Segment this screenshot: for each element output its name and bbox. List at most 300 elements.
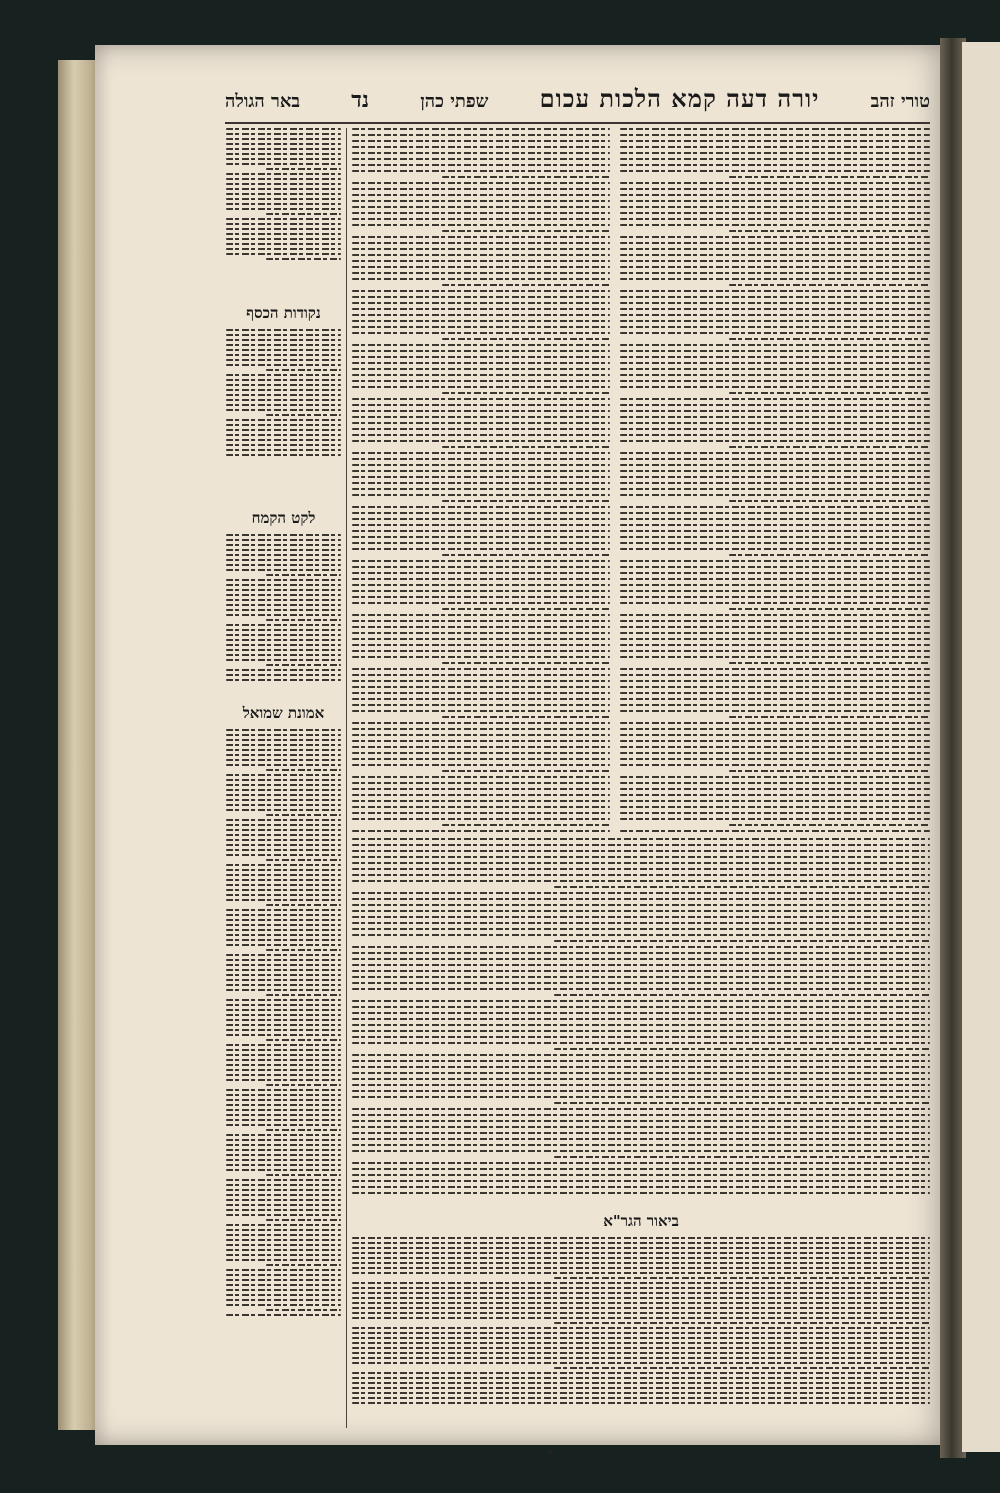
text-line <box>226 409 341 411</box>
text-line <box>352 1108 930 1110</box>
text-line <box>620 458 930 460</box>
text-line <box>352 1012 930 1014</box>
text-line <box>620 686 930 688</box>
text-line <box>620 482 930 484</box>
text-line <box>226 909 341 911</box>
text-line <box>352 302 610 304</box>
text-line <box>352 362 610 364</box>
text-line <box>352 182 610 184</box>
text-line <box>352 1317 930 1319</box>
text-line <box>352 698 610 700</box>
text-line <box>352 1162 930 1164</box>
text-line <box>352 518 610 520</box>
text-line <box>352 862 930 864</box>
text-line <box>226 979 341 981</box>
text-line <box>226 744 341 746</box>
text-line <box>620 740 930 742</box>
text-line <box>620 464 930 466</box>
text-line <box>352 320 610 322</box>
text-line <box>226 539 341 541</box>
text-line <box>352 928 930 930</box>
text-line <box>352 404 610 406</box>
text-line <box>729 608 931 610</box>
text-line <box>352 248 610 250</box>
text-line <box>620 626 930 628</box>
text-line <box>352 542 610 544</box>
text-line <box>266 1039 341 1041</box>
text-line <box>226 819 341 821</box>
text-line <box>352 164 610 166</box>
text-line <box>352 1237 930 1239</box>
text-line <box>226 449 341 451</box>
text-line <box>226 1124 341 1126</box>
text-line <box>352 1352 930 1354</box>
main-text <box>620 128 930 836</box>
text-line <box>226 198 341 200</box>
text-line <box>226 419 341 421</box>
text-line <box>352 1297 930 1299</box>
text-line <box>620 728 930 730</box>
text-line <box>729 446 931 448</box>
text-line <box>352 506 610 508</box>
text-line <box>620 302 930 304</box>
text-line <box>226 1144 341 1146</box>
text-line <box>266 1309 341 1311</box>
text-line <box>226 359 341 361</box>
text-line <box>226 849 341 851</box>
text-line <box>620 794 930 796</box>
text-line <box>226 193 341 195</box>
text-line <box>352 470 610 472</box>
text-line <box>226 1104 341 1106</box>
text-line <box>729 824 931 826</box>
text-line <box>352 422 610 424</box>
text-line <box>620 650 930 652</box>
text-line <box>226 1019 341 1021</box>
nekudot-section <box>226 300 341 459</box>
text-line <box>620 548 930 550</box>
text-line <box>620 602 930 604</box>
text-line <box>352 332 610 334</box>
text-line <box>620 746 930 748</box>
page-header <box>225 84 930 118</box>
text-line <box>352 1180 930 1182</box>
text-line <box>226 1274 341 1276</box>
text-line <box>352 356 610 358</box>
text-line <box>554 1367 930 1369</box>
text-line <box>226 569 341 571</box>
text-line <box>352 1168 930 1170</box>
text-line <box>620 704 930 706</box>
text-line <box>226 629 341 631</box>
text-line <box>352 830 610 832</box>
text-line <box>226 879 341 881</box>
text-line <box>352 1402 930 1404</box>
text-line <box>620 146 930 148</box>
beer-hagolah-text <box>226 128 341 263</box>
text-line <box>226 924 341 926</box>
text-line <box>226 759 341 761</box>
text-line <box>226 579 341 581</box>
text-line <box>352 764 610 766</box>
page-number: נד <box>351 87 369 113</box>
text-line <box>620 644 930 646</box>
text-line <box>226 1034 341 1036</box>
text-line <box>352 952 930 954</box>
text-line <box>729 770 931 772</box>
text-line <box>729 716 931 718</box>
text-line <box>352 1018 930 1020</box>
text-line <box>554 940 930 942</box>
text-line <box>226 218 341 220</box>
text-line <box>226 128 341 130</box>
text-line <box>352 916 930 918</box>
text-line <box>352 278 610 280</box>
text-line <box>226 183 341 185</box>
text-line <box>620 158 930 160</box>
text-line <box>620 758 930 760</box>
text-line <box>352 1247 930 1249</box>
text-line <box>352 1377 930 1379</box>
text-line <box>226 1259 341 1261</box>
text-line <box>226 874 341 876</box>
text-line <box>226 1069 341 1071</box>
text-line <box>226 444 341 446</box>
text-line <box>226 639 341 641</box>
text-line <box>352 1387 930 1389</box>
text-line <box>620 566 930 568</box>
text-line <box>226 854 341 856</box>
text-line <box>226 344 341 346</box>
text-line <box>352 602 610 604</box>
text-line <box>620 374 930 376</box>
text-line <box>352 668 610 670</box>
text-line <box>226 429 341 431</box>
text-line <box>226 1229 341 1231</box>
header-rule <box>225 122 930 124</box>
text-line <box>226 1184 341 1186</box>
text-line <box>226 248 341 250</box>
text-line <box>620 152 930 154</box>
text-line <box>226 869 341 871</box>
text-line <box>352 494 610 496</box>
text-line <box>352 800 610 802</box>
text-line <box>620 734 930 736</box>
text-line <box>226 384 341 386</box>
text-line <box>620 542 930 544</box>
text-line <box>226 1239 341 1241</box>
text-line <box>226 439 341 441</box>
text-line <box>226 1314 341 1316</box>
text-line <box>352 1144 930 1146</box>
text-line <box>554 886 930 888</box>
text-line <box>620 380 930 382</box>
text-line <box>554 1102 930 1104</box>
text-line <box>266 1264 341 1266</box>
text-line <box>620 410 930 412</box>
text-line <box>620 710 930 712</box>
text-line <box>729 176 931 178</box>
text-line <box>352 152 610 154</box>
text-line <box>226 1094 341 1096</box>
text-line <box>226 794 341 796</box>
text-line <box>620 818 930 820</box>
text-line <box>352 838 930 840</box>
text-line <box>352 752 610 754</box>
text-line <box>226 659 341 661</box>
text-line <box>352 988 930 990</box>
text-line <box>352 740 610 742</box>
text-line <box>226 934 341 936</box>
leket-section <box>226 505 341 684</box>
text-line <box>226 133 341 135</box>
text-line <box>352 218 610 220</box>
text-line <box>352 398 610 400</box>
text-line <box>226 334 341 336</box>
text-line <box>352 266 610 268</box>
text-line <box>226 834 341 836</box>
text-line <box>352 812 610 814</box>
text-line <box>352 482 610 484</box>
text-line <box>226 729 341 731</box>
text-line <box>352 1392 930 1394</box>
text-line <box>226 158 341 160</box>
text-line <box>729 338 931 340</box>
text-line <box>442 770 610 772</box>
text-line <box>352 686 610 688</box>
text-line <box>442 500 610 502</box>
text-line <box>352 188 610 190</box>
text-line <box>352 344 610 346</box>
text-line <box>352 704 610 706</box>
text-line <box>352 1150 930 1152</box>
text-line <box>620 788 930 790</box>
text-line <box>352 1342 930 1344</box>
text-line <box>352 386 610 388</box>
text-line <box>226 143 341 145</box>
text-line <box>226 1139 341 1141</box>
text-line <box>729 392 931 394</box>
text-line <box>352 1242 930 1244</box>
text-line <box>352 314 610 316</box>
text-line <box>266 619 341 621</box>
text-line <box>226 999 341 1001</box>
page-edges <box>58 60 98 1430</box>
text-line <box>226 1064 341 1066</box>
text-line <box>620 572 930 574</box>
text-line <box>620 320 930 322</box>
text-line <box>352 260 610 262</box>
text-line <box>226 1279 341 1281</box>
text-line <box>226 203 341 205</box>
text-line <box>620 434 930 436</box>
text-line <box>554 1048 930 1050</box>
text-line <box>226 779 341 781</box>
text-line <box>226 153 341 155</box>
next-page-edge <box>962 42 1000 1452</box>
text-line <box>620 476 930 478</box>
text-line <box>620 614 930 616</box>
text-line <box>352 512 610 514</box>
text-line <box>226 1074 341 1076</box>
text-line <box>226 864 341 866</box>
text-line <box>620 470 930 472</box>
text-line <box>352 746 610 748</box>
text-line <box>226 649 341 651</box>
text-line <box>226 238 341 240</box>
text-line <box>352 1302 930 1304</box>
text-line <box>352 1072 930 1074</box>
text-line <box>226 919 341 921</box>
text-line <box>352 958 930 960</box>
text-line <box>226 634 341 636</box>
text-line <box>226 1224 341 1226</box>
text-line <box>352 644 610 646</box>
text-line <box>226 1089 341 1091</box>
text-line <box>226 1024 341 1026</box>
text-line <box>352 1262 930 1264</box>
text-line <box>226 1054 341 1056</box>
text-line <box>352 850 930 852</box>
text-line <box>352 806 610 808</box>
text-line <box>620 200 930 202</box>
text-line <box>442 446 610 448</box>
text-line <box>226 1154 341 1156</box>
text-line <box>226 889 341 891</box>
text-line <box>266 258 341 260</box>
text-line <box>226 1049 341 1051</box>
text-line <box>620 800 930 802</box>
text-line <box>352 1347 930 1349</box>
text-line <box>729 554 931 556</box>
text-line <box>620 368 930 370</box>
text-line <box>352 1192 930 1194</box>
text-line <box>352 728 610 730</box>
text-line <box>226 839 341 841</box>
text-line <box>226 939 341 941</box>
text-line <box>226 899 341 901</box>
text-line <box>442 338 610 340</box>
text-line <box>226 404 341 406</box>
text-line <box>352 242 610 244</box>
text-line <box>226 138 341 140</box>
text-line <box>352 584 610 586</box>
text-line <box>620 428 930 430</box>
text-line <box>442 230 610 232</box>
text-line <box>442 608 610 610</box>
text-line <box>226 774 341 776</box>
text-line <box>226 804 341 806</box>
text-line <box>266 1084 341 1086</box>
text-line <box>620 254 930 256</box>
text-line <box>620 830 930 832</box>
text-line <box>554 1322 930 1324</box>
text-line <box>226 349 341 351</box>
text-line <box>226 148 341 150</box>
text-line <box>352 794 610 796</box>
text-line <box>226 1269 341 1271</box>
text-line <box>352 976 930 978</box>
text-line <box>620 344 930 346</box>
text-line <box>352 1327 930 1329</box>
header-shaptei-kohen: שפתי כהן <box>420 91 489 112</box>
text-line <box>226 954 341 956</box>
text-line <box>352 1337 930 1339</box>
text-line <box>620 494 930 496</box>
text-line <box>266 1129 341 1131</box>
text-line <box>620 422 930 424</box>
text-line <box>226 984 341 986</box>
text-line <box>352 548 610 550</box>
text-line <box>352 308 610 310</box>
text-line <box>729 230 931 232</box>
text-line <box>352 380 610 382</box>
text-line <box>352 632 610 634</box>
text-line <box>226 614 341 616</box>
text-line <box>352 1036 930 1038</box>
text-line <box>226 379 341 381</box>
text-line <box>226 454 341 456</box>
text-line <box>352 236 610 238</box>
text-line <box>226 1079 341 1081</box>
text-line <box>352 1090 930 1092</box>
text-line <box>352 1397 930 1399</box>
text-line <box>226 374 341 376</box>
footer-mark: * <box>548 1448 554 1462</box>
text-line <box>226 549 341 551</box>
turei-zahav-text <box>352 838 930 1198</box>
text-line <box>352 1006 930 1008</box>
text-line <box>352 1312 930 1314</box>
text-line <box>352 722 610 724</box>
text-line <box>352 734 610 736</box>
text-line <box>352 194 610 196</box>
text-line <box>226 679 341 681</box>
text-line <box>620 698 930 700</box>
text-line <box>352 818 610 820</box>
text-line <box>226 1304 341 1306</box>
text-line <box>352 590 610 592</box>
text-line <box>266 369 341 371</box>
text-line <box>226 228 341 230</box>
text-line <box>226 434 341 436</box>
text-line <box>226 784 341 786</box>
text-line <box>226 399 341 401</box>
text-line <box>226 1214 341 1216</box>
text-line <box>352 536 610 538</box>
text-line <box>226 1289 341 1291</box>
shaptei-kohen-text <box>352 128 610 836</box>
text-line <box>352 650 610 652</box>
text-line <box>226 1109 341 1111</box>
text-line <box>226 223 341 225</box>
text-line <box>352 1382 930 1384</box>
text-line <box>620 386 930 388</box>
text-line <box>352 170 610 172</box>
text-line <box>352 680 610 682</box>
text-line <box>226 208 341 210</box>
text-line <box>729 284 931 286</box>
text-line <box>352 1257 930 1259</box>
text-line <box>266 814 341 816</box>
text-line <box>266 994 341 996</box>
running-head: יורה דעה קמא הלכות עכום <box>539 84 820 113</box>
text-line <box>352 1357 930 1359</box>
text-line <box>226 944 341 946</box>
text-line <box>620 170 930 172</box>
text-line <box>620 452 930 454</box>
text-line <box>226 754 341 756</box>
